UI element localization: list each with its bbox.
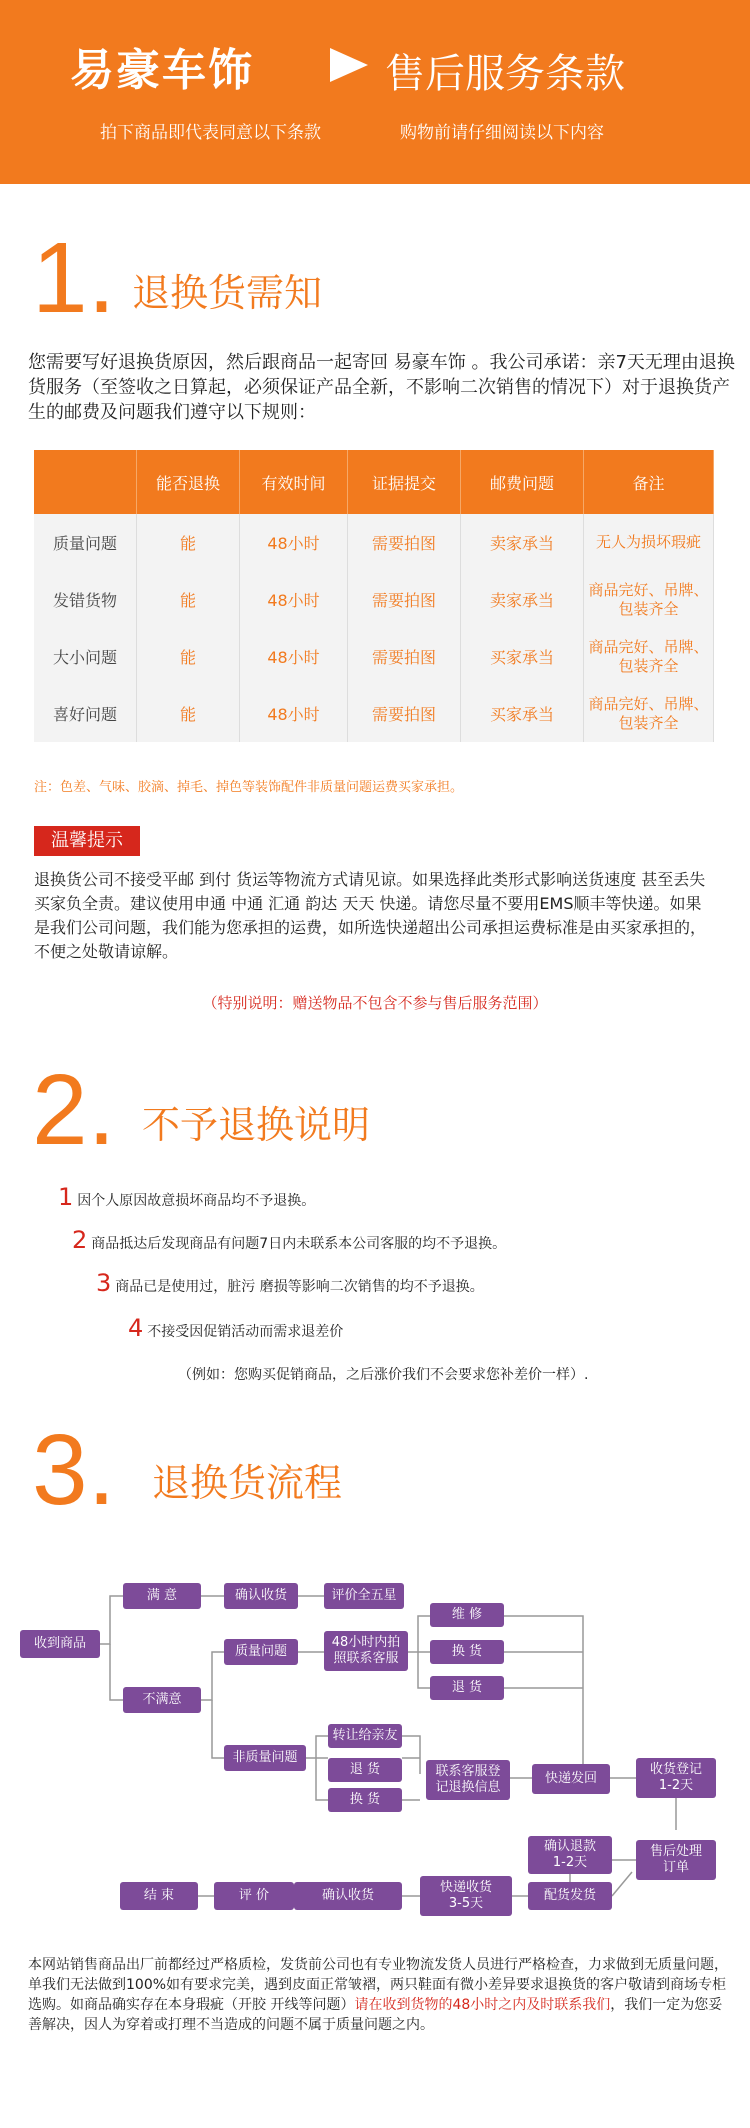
- header-subtitle: 售后服务条款: [385, 51, 625, 97]
- item-number: 3: [96, 1269, 112, 1297]
- list-item: [128, 1314, 343, 1342]
- item-text: 不接受因促销活动而需求退差价: [147, 1324, 344, 1340]
- section1-title: 退换货需知: [132, 271, 323, 315]
- table-cell: 卖家承当: [461, 514, 584, 571]
- final-notice: [28, 1955, 728, 2035]
- table-header: [34, 450, 137, 514]
- section3-title: 退换货流程: [152, 1461, 343, 1505]
- table-cell: 需要拍图: [348, 628, 461, 685]
- flow-confirm-2: 确认收货: [294, 1882, 402, 1910]
- return-rules-table: [34, 450, 714, 742]
- final-text: 本网站销售商品出厂前都经过严格质检，发货前公司也有专业物流发货人员进行严格检查，力求做到无质量问题，单我们无法做到100%如有要求完美，遇到皮面正常皱褶，两只鞋面有微小差异要求退换货的客户敬请到商场专柜选购。如商品确实存在本身瑕疵（开胶 开线等问题）: [28, 1957, 728, 2013]
- table-header: 能否退换: [137, 450, 240, 514]
- flow-ship-back: 快递发回: [532, 1764, 610, 1794]
- tip-badge: 温馨提示: [34, 826, 140, 856]
- flow-quality: 质量问题: [224, 1639, 298, 1665]
- table-cell: 48小时: [240, 514, 348, 571]
- table-cell: 能: [137, 571, 240, 628]
- table-header-row: [34, 450, 714, 514]
- table-cell: 48小时: [240, 571, 348, 628]
- flow-express: 快递收货 3-5天: [420, 1876, 512, 1916]
- flow-refund: 确认退款 1-2天: [528, 1836, 612, 1874]
- flow-gift: 转让给亲友: [328, 1724, 402, 1748]
- table-cell: 买家承当: [461, 685, 584, 742]
- flow-unsatisfied: 不满意: [123, 1687, 201, 1713]
- table-cell: 无人为损坏瑕疵: [584, 514, 714, 571]
- table-header: 有效时间: [240, 450, 348, 514]
- flow-confirm-1: 确认收货: [224, 1583, 298, 1609]
- section1-intro: 您需要写好退换货原因，然后跟商品一起寄回 易豪车饰 。我公司承诺：亲7天无理由退换货服务（至签收之日算起，必须保证产品全新，不影响二次销售的情况下）对于退换货产生的邮费及问题我们遵守以下规则：: [28, 352, 735, 423]
- special-note: （特别说明：赠送物品不包含不参与售后服务范围）: [202, 994, 548, 1012]
- table-cell: 卖家承当: [461, 571, 584, 628]
- table-row: [34, 628, 714, 685]
- item-text: 因个人原因故意损坏商品均不予退换。: [77, 1193, 316, 1209]
- list-item: [72, 1226, 506, 1254]
- table-cell: 大小问题: [34, 628, 137, 685]
- table-row: [34, 571, 714, 628]
- table-cell: 能: [137, 685, 240, 742]
- item-number: 2: [72, 1226, 88, 1254]
- final-red-text: 请在收到货物的48小时之内及时联系我们: [354, 1997, 611, 2013]
- table-header: 备注: [584, 450, 714, 514]
- table-cell: 能: [137, 514, 240, 571]
- item-number: 1: [58, 1183, 74, 1211]
- flow-receive: 收到商品: [20, 1630, 100, 1658]
- flow-exchange-1: 换 货: [430, 1640, 504, 1664]
- header-line-2: 购物前请仔细阅读以下内容: [400, 123, 604, 143]
- table-cell: 喜好问题: [34, 685, 137, 742]
- flow-return-2: 退 货: [328, 1758, 402, 1782]
- header-line-1: 拍下商品即代表同意以下条款: [100, 123, 321, 143]
- final-end-text: ，我们一定为您妥善解决，因人为穿着或打理不当造成的问题不属于质量问题之内。: [28, 1997, 723, 2033]
- table-cell: 买家承当: [461, 628, 584, 685]
- flow-after-sale: 售后处理 订单: [636, 1840, 716, 1880]
- page-header: [0, 0, 750, 184]
- table-cell: 商品完好、吊牌、包装齐全: [584, 685, 714, 742]
- tip-text: 退换货公司不接受平邮 到付 货运等物流方式请见谅。如果选择此类形式影响送货速度 甚至丢失买家负全责。建议使用申通 中通 汇通 韵达 天天 快递。请您尽量不要用EMS顺丰等快递。如果是我们公司问题，我们能为您承担的运费，如所选快递超出公司承担运费标准是由买家承担的，不便之处敬请谅解。: [34, 870, 707, 961]
- flow-exchange-2: 换 货: [328, 1788, 402, 1812]
- flow-repair: 维 修: [430, 1603, 504, 1627]
- table-note: 注：色差、气味、胶滴、掉毛、掉色等装饰配件非质量问题运费买家承担。: [34, 780, 464, 795]
- arrow-icon: [330, 48, 368, 82]
- flow-non-quality: 非质量问题: [224, 1745, 306, 1771]
- table-header: 邮费问题: [461, 450, 584, 514]
- item-text: 商品抵达后发现商品有问题7日内未联系本公司客服的均不予退换。: [91, 1236, 507, 1252]
- table-cell: 需要拍图: [348, 514, 461, 571]
- table-cell: 能: [137, 628, 240, 685]
- table-cell: 商品完好、吊牌、包装齐全: [584, 571, 714, 628]
- table-row: [34, 514, 714, 571]
- table-header: 证据提交: [348, 450, 461, 514]
- section1-number: 1.: [32, 222, 116, 334]
- table-cell: 发错货物: [34, 571, 137, 628]
- table-row: [34, 685, 714, 742]
- flow-receipt-register: 收货登记 1-2天: [636, 1758, 716, 1798]
- flow-dispatch: 配货发货: [528, 1882, 612, 1910]
- brand-name: 易豪车饰: [70, 45, 254, 96]
- section3-number: 3.: [32, 1414, 116, 1526]
- flow-satisfied: 满 意: [123, 1583, 201, 1609]
- section2-number: 2.: [32, 1054, 116, 1166]
- table-cell: 48小时: [240, 685, 348, 742]
- flow-return-1: 退 货: [430, 1676, 504, 1700]
- flow-review: 评 价: [214, 1882, 294, 1910]
- table-cell: 需要拍图: [348, 571, 461, 628]
- list-item: [96, 1269, 484, 1297]
- table-cell: 质量问题: [34, 514, 137, 571]
- flow-five-star: 评价全五星: [324, 1583, 404, 1609]
- table-cell: 商品完好、吊牌、包装齐全: [584, 628, 714, 685]
- section2-title: 不予退换说明: [142, 1103, 371, 1147]
- list-item: [58, 1183, 315, 1211]
- flow-register: 联系客服登 记退换信息: [426, 1760, 510, 1800]
- flow-end: 结 束: [120, 1882, 198, 1910]
- flow-contact-48h: 48小时内拍 照联系客服: [324, 1631, 408, 1671]
- item-number: 4: [128, 1314, 144, 1342]
- table-cell: 48小时: [240, 628, 348, 685]
- table-cell: 需要拍图: [348, 685, 461, 742]
- example-note: （例如：您购买促销商品，之后涨价我们不会要求您补差价一样）.: [178, 1367, 589, 1383]
- item-text: 商品已是使用过，脏污 磨损等影响二次销售的均不予退换。: [115, 1279, 484, 1295]
